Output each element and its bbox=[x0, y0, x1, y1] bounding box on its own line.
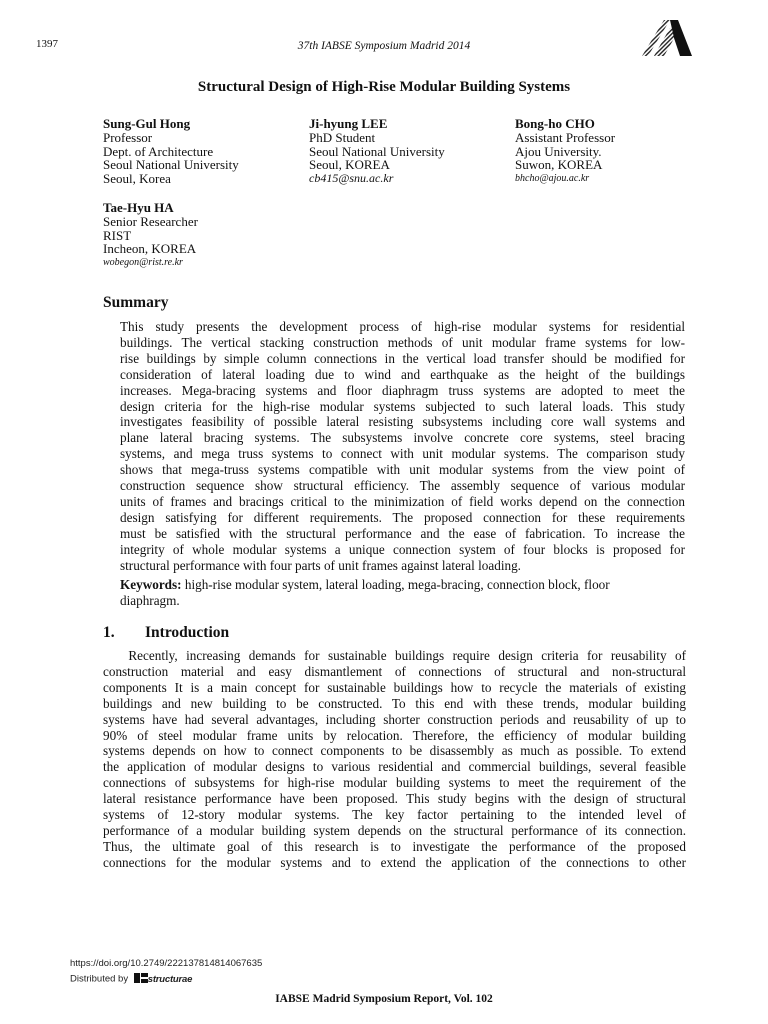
author-email[interactable]: bhcho@ajou.ac.kr bbox=[515, 173, 590, 185]
author-position: Assistant Professor bbox=[515, 129, 616, 145]
summary-line: design satisfying for different requirements. The proposed connection for these requirements bbox=[120, 509, 685, 525]
structurae-wordmark: structurae bbox=[147, 974, 193, 985]
iabse-triangle-logo-icon bbox=[640, 18, 692, 58]
author-location: Seoul, KOREA bbox=[309, 157, 390, 173]
author-affiliation: RIST bbox=[103, 227, 132, 243]
author-name: Bong-ho CHO bbox=[515, 116, 595, 131]
section-heading-introduction bbox=[103, 624, 229, 642]
intro-line: Recently, increasing demands for sustainable buildings require design criteria for reusability of bbox=[103, 648, 686, 663]
intro-line: Thus, the ultimate goal of this research is to investigate the performance of the proposed bbox=[103, 838, 686, 854]
intro-line: systems depends on how to connect components to be disassembly as much as possible. To extend bbox=[103, 743, 686, 759]
intro-line: connections of subsystems for high-rise modular building systems to meet the requirement of the bbox=[103, 775, 686, 791]
author-affiliation: Seoul National University bbox=[309, 143, 445, 159]
summary-line: systems, and mega truss systems to connect with unit modular systems. The comparison study bbox=[120, 446, 685, 462]
author-email[interactable]: wobegon@rist.re.kr bbox=[103, 257, 183, 269]
summary-line: rise buildings by simple column connections in the vertical load transfer should be modified for bbox=[120, 350, 685, 366]
distributed-by-label: Distributed by bbox=[70, 973, 129, 985]
intro-line: construction material and easy dismantlement of connections of structural and non-structural bbox=[103, 663, 686, 679]
keywords-list: high-rise modular system, lateral loading, mega-bracing, connection block, floor bbox=[181, 577, 610, 592]
intro-line: the application of modular designs to various residential and commercial buildings, several feasible bbox=[103, 759, 686, 775]
author-position: Professor bbox=[103, 129, 153, 145]
summary-line: integrity of whole modular systems a unique connection system of four blocks is proposed for bbox=[120, 541, 685, 557]
author-position: PhD Student bbox=[309, 129, 376, 145]
report-footer: IABSE Madrid Symposium Report, Vol. 102 bbox=[275, 993, 493, 1005]
structurae-logo[interactable] bbox=[134, 973, 192, 985]
author-affiliation: Dept. of Architecture bbox=[103, 143, 214, 159]
page-number: 1397 bbox=[36, 38, 58, 50]
paper-title: Structural Design of High-Rise Modular Building Systems bbox=[197, 79, 571, 95]
summary-line: design criteria for the high-rise modular systems subjected to such lateral loads. This study bbox=[120, 398, 685, 414]
summary-line: investigates feasibility of possible lateral resisting subsystems including core wall systems and bbox=[120, 414, 685, 430]
author-block bbox=[103, 117, 239, 186]
author-block bbox=[103, 201, 198, 270]
author-name: Sung-Gul Hong bbox=[103, 116, 191, 131]
summary-line: construction sequence show structural efficiency. The assembly sequence of various modular bbox=[120, 478, 685, 494]
keywords bbox=[120, 577, 685, 609]
keywords-label: Keywords: bbox=[120, 577, 182, 592]
author-position: Senior Researcher bbox=[103, 213, 198, 229]
section-number: 1. bbox=[103, 624, 115, 641]
conference-header: 37th IABSE Symposium Madrid 2014 bbox=[297, 40, 471, 52]
intro-line: performance of a modular building system depends on the structural performance of its connection. bbox=[103, 822, 686, 838]
intro-line: 90% of steel modular frame units by relocation. Therefore, the efficiency of modular building bbox=[103, 727, 686, 743]
author-location: Suwon, KOREA bbox=[515, 157, 603, 173]
summary-abstract bbox=[120, 319, 685, 574]
summary-line: consideration of lateral loading due to wind and earthquake as the height of the buildings bbox=[120, 366, 685, 382]
structurae-logo-icon bbox=[134, 973, 148, 983]
author-name: Tae-Hyu HA bbox=[103, 200, 174, 215]
summary-line: plane lateral bracing systems. The subsystems involve concrete core systems, steel bracing bbox=[120, 430, 685, 446]
keywords-list-continued: diaphragm. bbox=[120, 592, 180, 608]
author-location: Seoul, Korea bbox=[103, 171, 171, 187]
summary-line: units of frames and bracings critical to the minimization of field works depend on the connection bbox=[120, 493, 685, 509]
summary-line: structural performance with four parts of unit frames against lateral loading. bbox=[120, 557, 521, 573]
author-block bbox=[309, 117, 445, 186]
distributed-by bbox=[70, 973, 192, 985]
author-block bbox=[515, 117, 615, 186]
intro-line: components It is a main concept for sustainable buildings how to recycle the materials of existing bbox=[103, 679, 686, 695]
summary-line: must be satisfied with the structural performance and the ease of fabrication. To increase the bbox=[120, 525, 685, 541]
author-location: Incheon, KOREA bbox=[103, 241, 197, 257]
summary-line: increases. Mega-bracing systems and floor diaphragm truss systems are adopted to meet the bbox=[120, 382, 685, 398]
summary-line: shows that mega-truss systems compatible with unit modular systems from the view point of bbox=[120, 462, 685, 478]
intro-line: systems of 12-story modular systems. The key factor pertaining to the intended level of bbox=[103, 807, 686, 823]
doi-link[interactable]: https://doi.org/10.2749/222137814814067635 bbox=[70, 958, 263, 969]
summary-line: buildings. The vertical stacking construction methods of unit modular frame systems for low- bbox=[120, 334, 685, 350]
summary-line: This study presents the development process of high-rise modular systems for residential bbox=[120, 319, 685, 334]
intro-line: buildings and new building to be constructed. To this end with these trends, modular building bbox=[103, 695, 686, 711]
section-title: Introduction bbox=[145, 624, 230, 641]
author-name: Ji-hyung LEE bbox=[309, 116, 388, 131]
author-affiliation: Ajou University. bbox=[515, 143, 602, 159]
author-affiliation: Seoul National University bbox=[103, 157, 239, 173]
summary-heading: Summary bbox=[103, 294, 169, 311]
intro-line: systems have had several advantages, including shorter construction periods and reusability of up to bbox=[103, 711, 686, 727]
intro-line: connections for the modular systems and to extend the application of the connections to other bbox=[103, 854, 686, 870]
intro-line: lateral resistance performance have been proposed. This study begins with the design of structural bbox=[103, 791, 686, 807]
introduction-body bbox=[103, 648, 686, 871]
author-email[interactable]: cb415@snu.ac.kr bbox=[309, 171, 394, 186]
